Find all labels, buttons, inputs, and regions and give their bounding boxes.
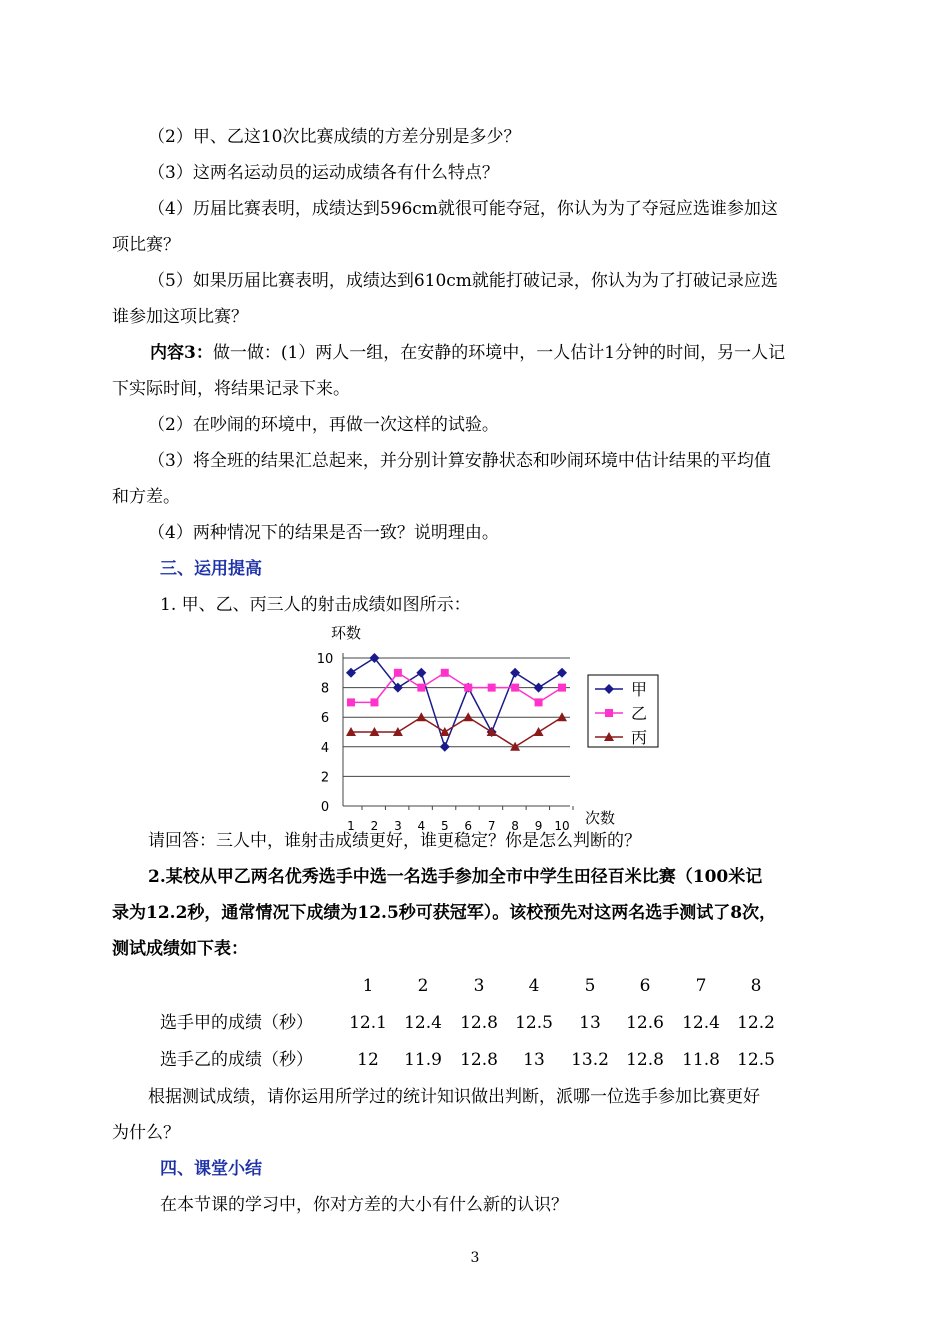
data-point (464, 684, 472, 692)
table-cell: 12.8 (626, 1050, 664, 1070)
legend-label: 丙 (631, 728, 648, 747)
x-tick-label: 9 (534, 819, 543, 833)
table-cell: 13.2 (571, 1050, 609, 1070)
problem-3-line1: 根据测试成绩，请你运用所学过的统计知识做出判断，派哪一位选手参加比赛更好 (148, 1087, 760, 1107)
data-point (488, 684, 496, 692)
content-3-item2: （2）在吵闹的环境中，再做一次这样的试验。 (148, 415, 499, 435)
table-header-cell: 6 (639, 976, 651, 996)
data-point (535, 698, 543, 706)
data-point (534, 727, 544, 736)
section-heading-3: 三、运用提高 (160, 559, 262, 579)
table-cell: 11.8 (682, 1050, 720, 1070)
table-cell: 12.6 (626, 1013, 664, 1033)
data-point (440, 742, 450, 752)
data-point (510, 742, 520, 751)
data-point (347, 698, 355, 706)
x-tick-label: 2 (370, 819, 379, 833)
series-line-丙 (351, 717, 562, 747)
problem-2-line2: 录为12.2秒，通常情况下成绩为12.5秒可获冠军）。该校预先对这两名选手测试了8次， (112, 903, 777, 923)
data-point (510, 668, 520, 678)
x-tick-label: 5 (440, 819, 449, 833)
table-cell: 12 (357, 1050, 379, 1070)
data-point (557, 668, 567, 678)
data-point (440, 727, 450, 736)
x-axis-label: 次数 (585, 809, 616, 827)
table-cell: 12.1 (349, 1013, 387, 1033)
y-tick-label: 8 (320, 681, 330, 697)
problem-1-answer: 请回答：三人中，谁射击成绩更好，谁更稳定？你是怎么判断的？ (148, 831, 641, 851)
legend-marker (605, 709, 613, 717)
summary-question: 在本节课的学习中，你对方差的大小有什么新的认识？ (160, 1195, 568, 1215)
question-4-line1: （4）历届比赛表明，成绩达到596cm就很可能夺冠，你认为为了夺冠应选谁参加这 (148, 199, 778, 219)
x-tick-label: 8 (511, 819, 519, 833)
y-axis-label: 环数 (331, 624, 362, 642)
question-2: （2）甲、乙这10次比赛成绩的方差分别是多少？ (148, 127, 521, 147)
problem-2-line1: 2.某校从甲乙两名优秀选手中选一名选手参加全市中学生田径百米比赛（100米记 (148, 867, 763, 887)
x-tick-label: 7 (487, 819, 496, 833)
table-cell: 12.4 (682, 1013, 720, 1033)
problem-1: 1. 甲、乙、丙三人的射击成绩如图所示： (160, 595, 471, 615)
content-3-item4: （4）两种情况下的结果是否一致？说明理由。 (148, 523, 499, 543)
table-cell: 13 (579, 1013, 601, 1033)
table-cell: 12.8 (460, 1050, 498, 1070)
table-cell: 12.8 (460, 1013, 498, 1033)
table-cell: 13 (523, 1050, 545, 1070)
problem-2-line3: 测试成绩如下表： (112, 939, 248, 959)
y-tick-label: 10 (316, 652, 334, 667)
legend-label: 甲 (631, 680, 648, 699)
table-cell: 11.9 (404, 1050, 442, 1070)
table-header-cell: 3 (473, 976, 485, 996)
x-tick-label: 10 (554, 819, 570, 833)
data-point (441, 669, 449, 677)
legend-box (588, 675, 658, 747)
table-cell: 12.4 (404, 1013, 442, 1033)
row-label: 选手甲的成绩（秒） (160, 1013, 313, 1033)
table-header-cell: 1 (362, 976, 374, 996)
table-cell: 12.5 (737, 1050, 775, 1070)
table-header-cell: 4 (528, 976, 540, 996)
page-number: 3 (470, 1250, 480, 1266)
question-5-line2: 谁参加这项比赛？ (112, 307, 248, 327)
x-tick-label: 1 (347, 819, 355, 833)
shooting-scores-chart (305, 623, 685, 838)
y-tick-label: 2 (320, 770, 330, 786)
data-point (346, 668, 356, 678)
x-tick-label: 6 (464, 819, 473, 833)
question-3: （3）这两名运动员的运动成绩各有什么特点？ (148, 163, 499, 183)
question-5-line1: （5）如果历届比赛表明，成绩达到610cm就能打破记录，你认为为了打破记录应选 (148, 271, 778, 291)
data-point (558, 684, 566, 692)
x-tick-label: 4 (417, 819, 426, 833)
legend-label: 乙 (631, 704, 648, 723)
problem-3-line2: 为什么？ (112, 1123, 180, 1143)
table-header-cell: 2 (417, 976, 429, 996)
data-point (416, 668, 426, 678)
data-point (511, 684, 519, 692)
table-cell: 12.2 (737, 1013, 775, 1033)
series-line-甲 (351, 658, 562, 747)
data-point (417, 684, 425, 692)
table-header-cell: 5 (584, 976, 596, 996)
y-tick-label: 4 (320, 740, 330, 756)
table-header-cell: 8 (750, 976, 762, 996)
section-heading-4: 四、课堂小结 (160, 1159, 262, 1179)
question-4-line2: 项比赛？ (112, 235, 180, 255)
x-tick-label: 3 (394, 819, 402, 833)
row-label: 选手乙的成绩（秒） (160, 1050, 313, 1070)
y-tick-label: 6 (320, 711, 330, 727)
data-point (370, 698, 378, 706)
table-header-cell: 7 (695, 976, 707, 996)
content-3-label: 内容3： (150, 343, 213, 363)
data-point (534, 683, 544, 693)
table-cell: 12.5 (515, 1013, 553, 1033)
content-3-text: 做一做：(1）两人一组，在安静的环境中，一人估计1分钟的时间，另一人记 (212, 343, 786, 363)
content-3-line1 (150, 343, 785, 363)
y-tick-label: 0 (320, 800, 330, 815)
data-point (394, 669, 402, 677)
content-3-line2: 下实际时间，将结果记录下来。 (112, 379, 350, 399)
content-3-item3-line2: 和方差。 (112, 487, 180, 507)
content-3-item3-line1: （3）将全班的结果汇总起来，并分别计算安静状态和吵闹环境中估计结果的平均值 (148, 451, 771, 471)
